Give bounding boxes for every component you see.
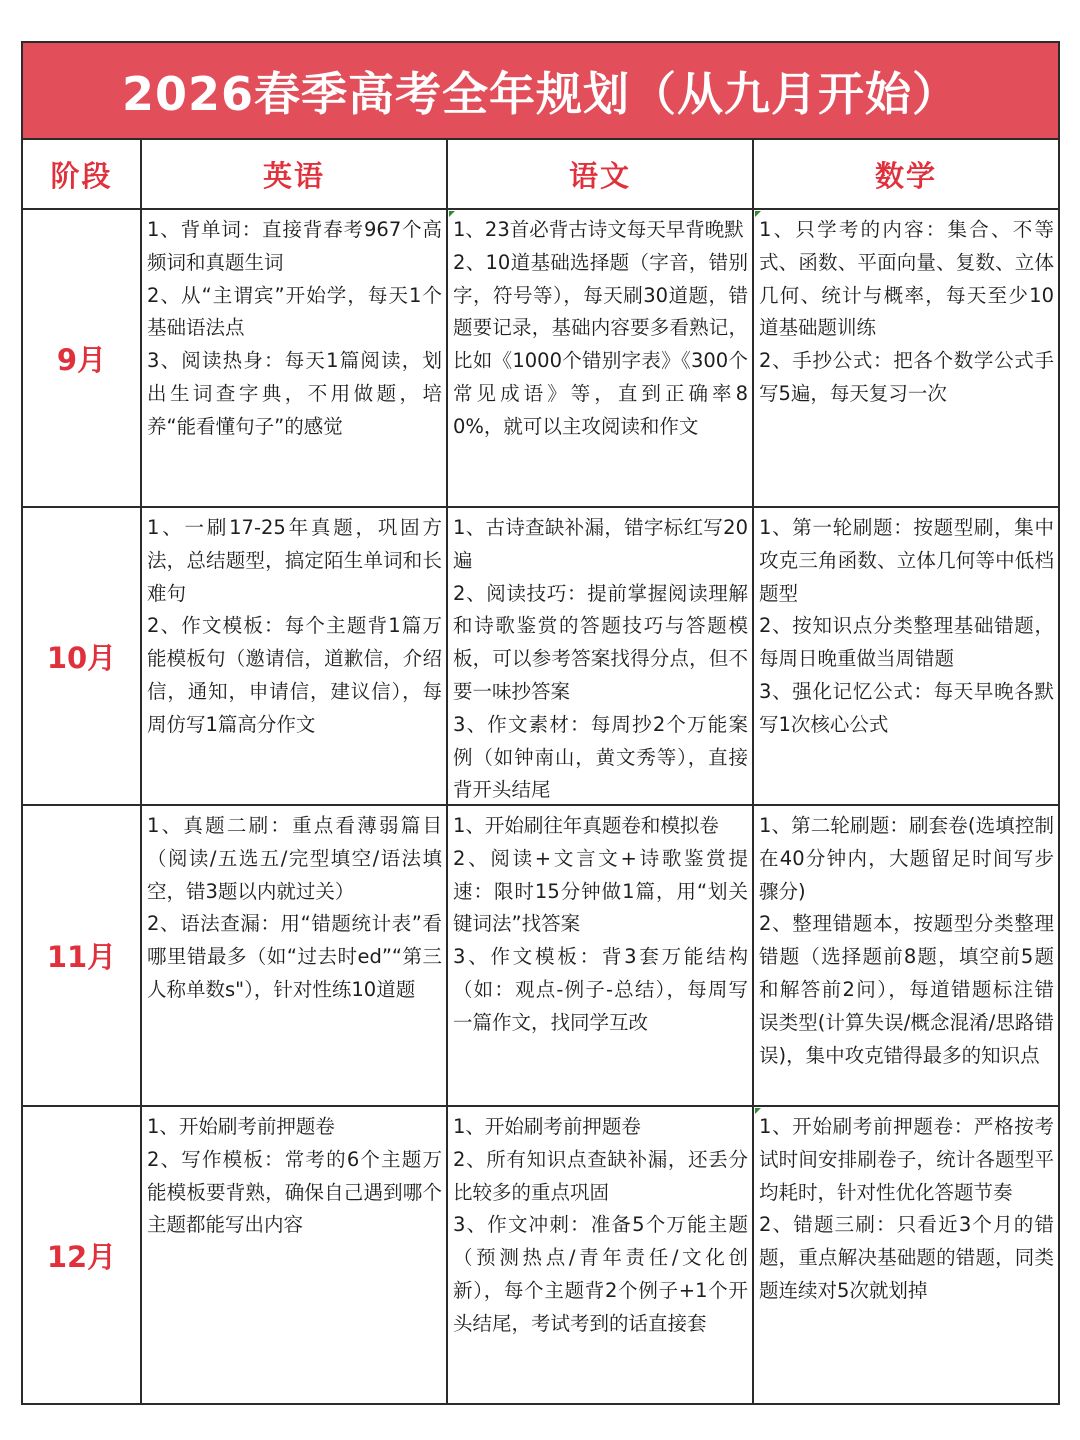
stage-cell	[23, 806, 142, 1107]
stage-label: 9月	[56, 342, 107, 377]
math-plan-text: 1、只学考的内容：集合、不等式、函数、平面向量、复数、立体几何、统计与概率，每天至少10道基础题训练 2、手抄公式：把各个数学公式手写5遍，每天复习一次	[759, 218, 1054, 405]
english-plan-text: 1、开始刷考前押题卷 2、写作模板：常考的6个主题万能模板要背熟，确保自己遇到哪个主题都能写出内容	[147, 1115, 442, 1237]
chinese-cell	[448, 1107, 754, 1403]
math-plan-text: 1、第一轮刷题：按题型刷，集中攻克三角函数、立体几何等中低档题型 2、按知识点分类整理基础错题，每周日晚重做当周错题 3、强化记忆公式：每天早晚各默写1次核心公式	[759, 516, 1054, 736]
cell-corner-marker	[449, 211, 455, 217]
header-chinese	[448, 140, 754, 210]
chinese-plan-text: 1、开始刷往年真题卷和模拟卷 2、阅读+文言文+诗歌鉴赏提速：限时15分钟做1篇，用“划关键词法”找答案 3、作文模板：背3套万能结构（如：观点-例子-总结），每周写一篇作文，找同学互改	[453, 814, 748, 1034]
header-english-label: 英语	[262, 158, 325, 193]
english-cell	[142, 210, 448, 508]
english-cell	[142, 1107, 448, 1403]
page-title: 2026春季高考全年规划（从九月开始）	[121, 66, 960, 121]
chinese-plan-text: 1、23首必背古诗文每天早背晚默 2、10道基础选择题（字音，错别字，符号等），每天刷30道题，错题要记录，基础内容要多看熟记，比如《1000个错别字表》《300个常见成语》等，直到正确率80%，就可以主攻阅读和作文	[453, 218, 748, 438]
schedule-grid	[23, 140, 1058, 1403]
chinese-plan-text: 1、开始刷考前押题卷 2、所有知识点查缺补漏，还丢分比较多的重点巩固 3、作文冲刺：准备5个万能主题（预测热点/青年责任/文化创新），每个主题背2个例子+1个开头结尾，考试考到的话直接套	[453, 1115, 748, 1335]
cell-corner-marker	[755, 211, 761, 217]
math-cell	[754, 806, 1058, 1107]
math-plan-text: 1、开始刷考前押题卷：严格按考试时间安排刷卷子，统计各题型平均耗时，针对性优化答题节奏 2、错题三刷：只看近3个月的错题，重点解决基础题的错题，同类题连续对5次就划掉	[759, 1115, 1054, 1302]
plan-table	[21, 41, 1060, 1405]
title-banner	[23, 43, 1058, 140]
math-cell	[754, 508, 1058, 806]
english-plan-text: 1、真题二刷：重点看薄弱篇目（阅读/五选五/完型填空/语法填空，错3题以内就过关） 2、语法查漏：用“错题统计表”看哪里错最多（如“过去时ed”“第三人称单数s"），针对性练10道题	[147, 814, 442, 1001]
english-cell	[142, 508, 448, 806]
header-stage	[23, 140, 142, 210]
english-plan-text: 1、背单词：直接背春考967个高频词和真题生词 2、从“主谓宾”开始学，每天1个基础语法点 3、阅读热身：每天1篇阅读，划出生词查字典，不用做题，培养“能看懂句子”的感觉	[147, 218, 442, 438]
english-cell	[142, 806, 448, 1107]
english-plan-text: 1、一刷17-25年真题，巩固方法，总结题型，搞定陌生单词和长难句 2、作文模板：每个主题背1篇万能模板句（邀请信，道歉信，介绍信，通知，申请信，建议信），每周仿写1篇高分作文	[147, 516, 442, 736]
math-plan-text: 1、第二轮刷题：刷套卷(选填控制在40分钟内，大题留足时间写步骤分) 2、整理错题本，按题型分类整理错题（选择题前8题，填空前5题和解答前2问），每道错题标注错误类型(计算失误/概念混淆/思路错误)，集中攻克错得最多的知识点	[759, 814, 1054, 1067]
chinese-cell	[448, 210, 754, 508]
stage-label: 12月	[46, 1239, 117, 1274]
chinese-cell	[448, 806, 754, 1107]
stage-cell	[23, 1107, 142, 1403]
header-math	[754, 140, 1058, 210]
math-cell	[754, 210, 1058, 508]
header-stage-label: 阶段	[50, 158, 113, 193]
chinese-cell	[448, 508, 754, 806]
stage-cell	[23, 210, 142, 508]
header-math-label: 数学	[874, 158, 937, 193]
stage-label: 11月	[46, 940, 117, 974]
cell-corner-marker	[755, 1108, 761, 1114]
stage-cell	[23, 508, 142, 806]
header-chinese-label: 语文	[568, 158, 631, 193]
math-cell	[754, 1107, 1058, 1403]
stage-label: 10月	[46, 640, 117, 675]
header-english	[142, 140, 448, 210]
chinese-plan-text: 1、古诗查缺补漏，错字标红写20遍 2、阅读技巧：提前掌握阅读理解和诗歌鉴赏的答题技巧与答题模板，可以参考答案找得分点，但不要一味抄答案 3、作文素材：每周抄2个万能案例（如钟南山，黄文秀等），直接背开头结尾	[453, 516, 748, 802]
